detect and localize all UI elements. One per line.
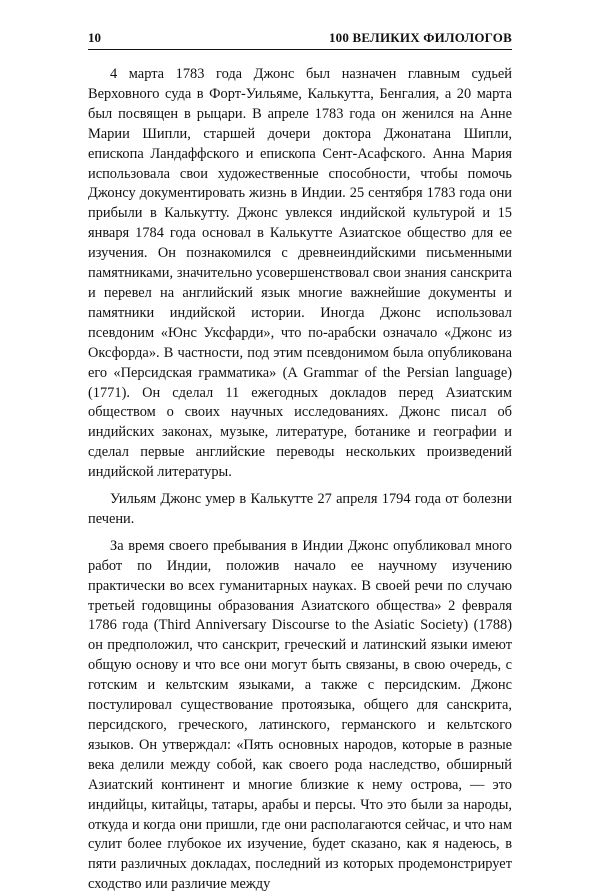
running-title: 100 ВЕЛИКИХ ФИЛОЛОГОВ [328, 30, 512, 45]
running-header [88, 30, 512, 50]
body-text [88, 65, 512, 895]
paragraph-jones-career: 4 марта 1783 года Джонс был назначен главным судьей Верховного суда в Форт-Уильяме, Калькутта, Бенгалия, а 20 марта был посвящен в рыцари. В апреле 1783 года он женился на Анне Марии Шипли, старшей дочери доктора Джонатана Шипли, епископа Ландаффского и епископа Сент-Асафского. Анна Мария использовала свои художественные способности, чтобы помочь Джонсу документировать жизнь в Индии. 25 сентября 1783 года они прибыли в Калькутту. Джонс увлекся индийской культурой и 15 января 1784 года основал в Калькутте Азиатское общество для ее изучения. Он познакомился с древнеиндийскими письменными памятниками, значительно усовершенствовал свои знания санскрита и перевел на английский язык многие важнейшие документы и памятники индийской истории. Иногда Джонс использовал псевдоним «Юнс Уксфарди», что по-арабски означало «Джонс из Оксфорда». В частности, под этим псевдонимом была опубликована его «Персидская грамматика» (A Grammar of the Persian language) (1771). Он сделал 11 ежегодных докладов перед Азиатским обществом о своих научных исследованиях. Джонс писал об индийских законах, музыке, литературе, ботанике и географии и сделал первые английские переводы нескольких произведений индийской литературы. [88, 66, 512, 481]
paragraph-jones-legacy: За время своего пребывания в Индии Джонс опубликовал много работ по Индии, положив начало ее научному изучению практически во всех гуманитарных науках. В своей речи по случаю третьей годовщины образования Азиатского общества» 2 февраля 1786 года (Third Anniversary Discourse to the Asiatic Society) (1788) он предположил, что санскрит, греческий и латинский языки имеют общую основу и что все они могут быть связаны, в свою очередь, с готским и кельтским языками, а также с персидским. Джонс постулировал существование протоязыка, общего для санскрита, персидского, греческого, латинского, германского и кельтского языков. Он утверждал: «Пять основных народов, которые в разные века делили между собой, как своего рода наследство, обширный Азиатский континент и многие близкие к нему острова, — это индийцы, китайцы, татары, арабы и персы. Что это были за народы, откуда и когда они пришли, где они располагаются сейчас, и что нам сулит более глубокое их изучение, будет сказано, как я надеюсь, в пяти различных докладах, последний из которых продемонстрирует сходство или различие между [88, 537, 512, 893]
book-page [88, 30, 512, 895]
paragraph-jones-death: Уильям Джонс умер в Калькутте 27 апреля 1794 года от болезни печени. [88, 491, 512, 527]
page-number: 10 [88, 30, 101, 45]
